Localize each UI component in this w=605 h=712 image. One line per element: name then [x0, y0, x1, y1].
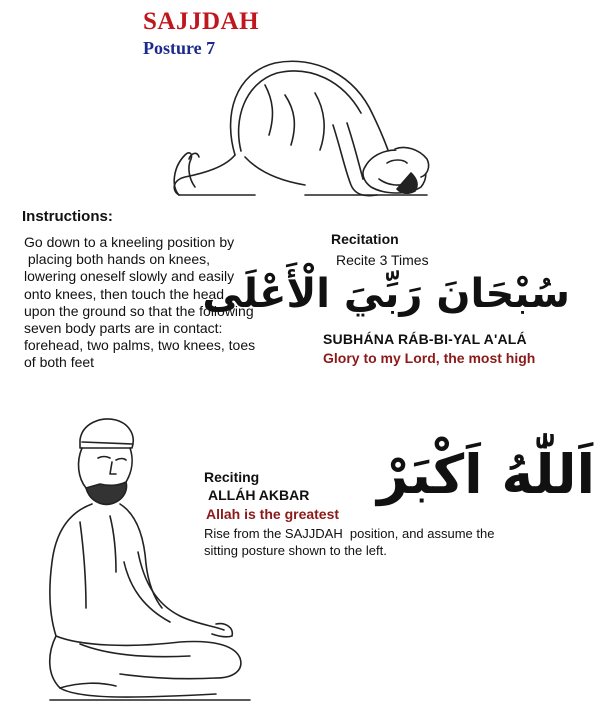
rise-instruction-line: Rise from the SAJJDAH position, and assume the — [204, 526, 495, 541]
recitation-arabic-text: سُبْحَانَ رَبِّيَ الْأَعْلَى — [202, 271, 570, 317]
instruction-line: forehead, two palms, two knees, toes — [24, 337, 256, 354]
instruction-line: Go down to a kneeling position by — [24, 234, 235, 250]
instruction-line: of both feet — [24, 354, 95, 371]
reciting-arabic-text: اَللّٰهُ اَكْبَرْ — [377, 443, 595, 506]
recitation-count: Recite 3 Times — [336, 252, 429, 268]
instruction-line: lowering oneself slowly and easily — [24, 268, 235, 285]
instructions-heading: Instructions: — [22, 208, 113, 225]
rise-instruction-text — [204, 526, 594, 559]
prostration-figure-icon — [165, 55, 435, 205]
sitting-figure-icon — [20, 412, 260, 708]
instruction-line: upon the ground so that the following — [24, 302, 254, 319]
reciting-meaning: Allah is the greatest — [206, 506, 340, 522]
reciting-heading: Reciting — [204, 469, 260, 485]
page-title: SAJJDAH — [143, 8, 260, 35]
recitation-transliteration: SUBHÁNA RÁB-BI-YAL A'ALÁ — [323, 331, 527, 347]
instruction-line: onto knees, then touch the head — [24, 285, 225, 302]
rise-instruction-line: sitting posture shown to the left. — [204, 542, 387, 558]
recitation-heading: Recitation — [331, 231, 399, 247]
recitation-meaning: Glory to my Lord, the most high — [323, 350, 536, 366]
instruction-line: seven body parts are in contact: — [24, 320, 223, 337]
posture-label: Posture 7 — [143, 38, 216, 58]
instruction-line: placing both hands on knees, — [24, 251, 211, 268]
reciting-transliteration: ALLÁH AKBAR — [208, 487, 310, 503]
